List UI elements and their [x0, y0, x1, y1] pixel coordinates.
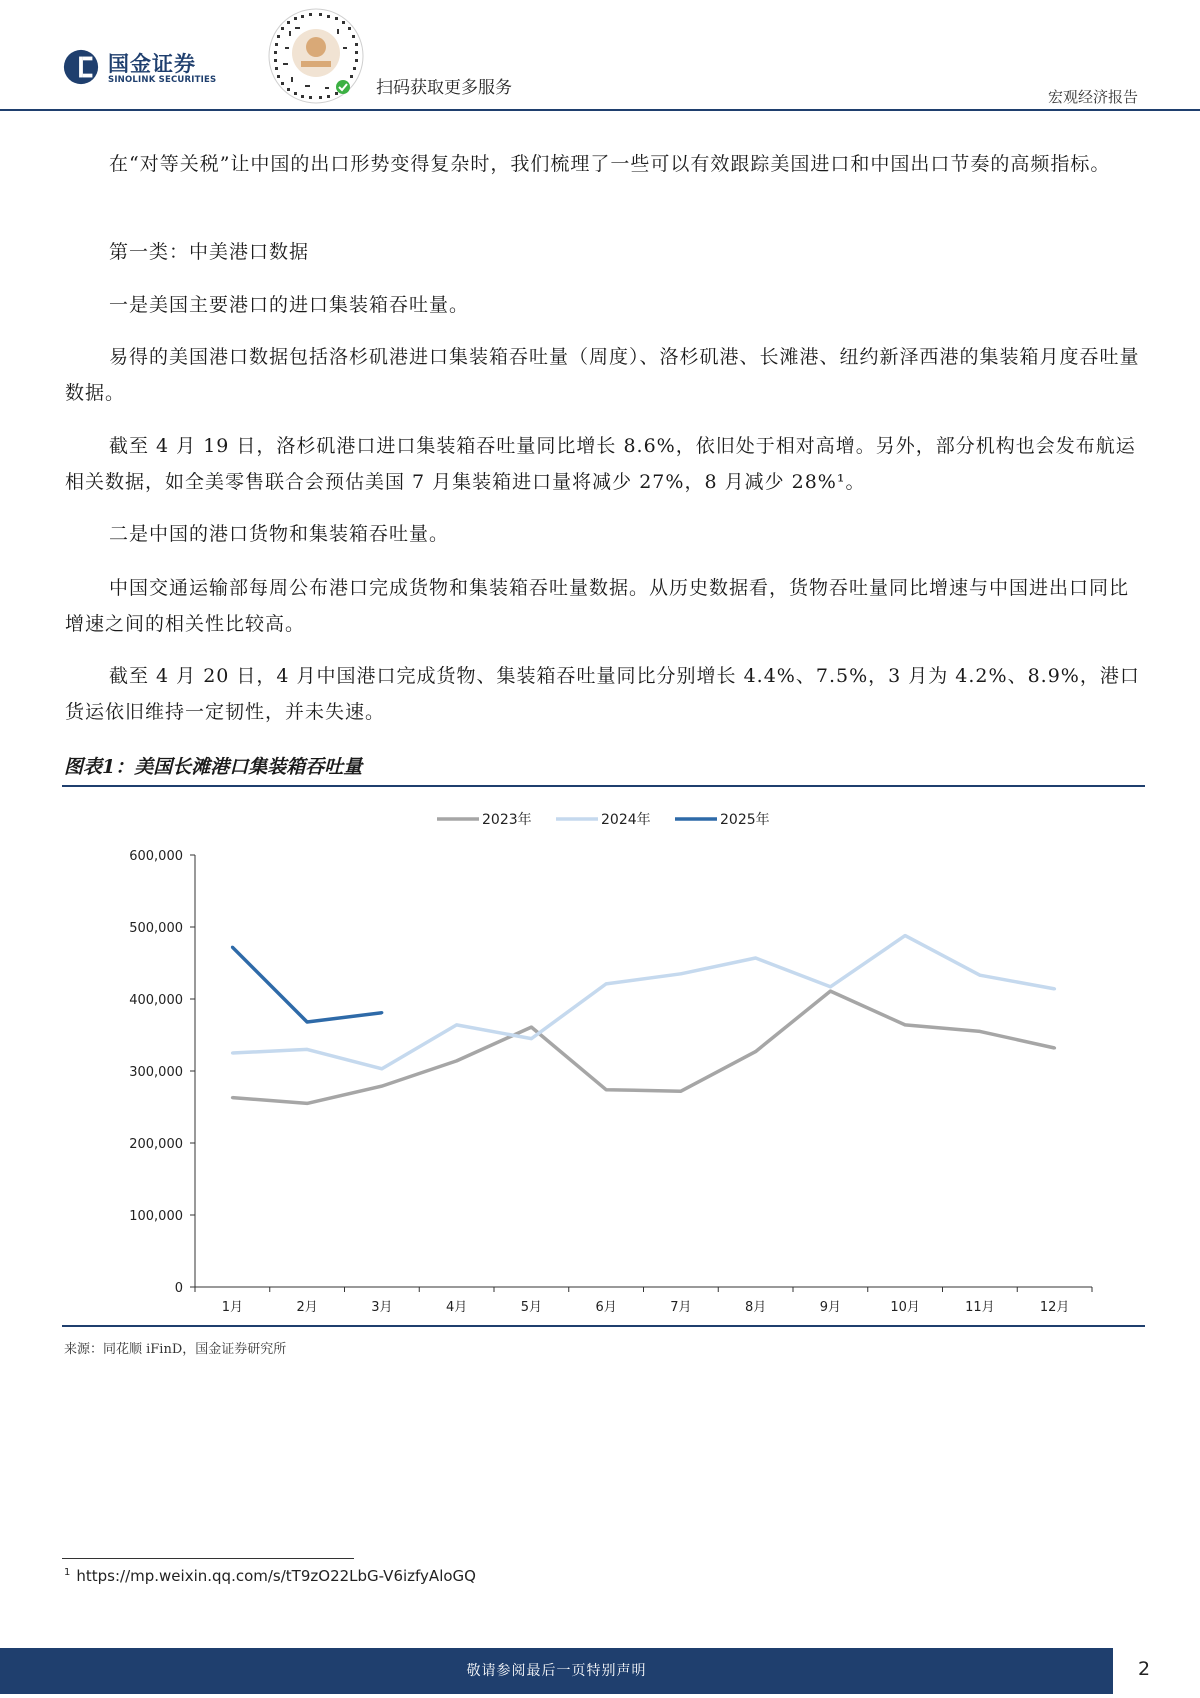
subsection-heading: 二是中国的港口货物和集装箱吞吐量。	[109, 523, 450, 545]
header-divider	[0, 109, 1200, 111]
data-point	[231, 946, 234, 949]
figure-title: 图表1：美国长滩港口集装箱吞吐量	[64, 756, 363, 778]
data-point	[530, 1037, 533, 1040]
page-number: 2	[1138, 1658, 1151, 1680]
company-logo	[62, 46, 252, 90]
body-paragraph: 易得的美国港口数据包括洛杉矶港进口集装箱吞吐量（周度）、洛杉矶港、长滩港、纽约新泽西港的集装箱月度吞吐量数据。	[65, 346, 1140, 404]
data-point	[978, 974, 981, 977]
y-tick-label: 200,000	[129, 1137, 183, 1152]
data-point	[380, 1085, 383, 1088]
y-tick-label: 600,000	[129, 849, 183, 864]
x-tick-label: 10月	[890, 1300, 920, 1315]
series-line-2025年	[232, 947, 382, 1022]
throughput-line-chart	[62, 790, 1145, 1320]
scan-for-services-text: 扫码获取更多服务	[376, 78, 512, 98]
body-paragraph: 在“对等关税”让中国的出口形势变得复杂时，我们梳理了一些可以有效跟踪美国进口和中国出口节奏的高频指标。	[109, 153, 1111, 175]
data-point	[530, 1026, 533, 1029]
section-heading: 第一类：中美港口数据	[109, 241, 310, 263]
data-point	[978, 1030, 981, 1033]
data-point	[605, 1088, 608, 1091]
subsection-heading: 一是美国主要港口的进口集装箱吞吐量。	[109, 294, 470, 316]
series-line-2023年	[232, 991, 1054, 1103]
x-tick-label: 11月	[965, 1300, 995, 1315]
data-point	[829, 990, 832, 993]
data-point	[605, 982, 608, 985]
data-point	[754, 1050, 757, 1053]
footer-disclaimer: 敬请参阅最后一页特别声明	[466, 1663, 647, 1679]
body-paragraph: 中国交通运输部每周公布港口完成货物和集装箱吞吐量数据。从历史数据看，货物吞吐量同比增速与中国进出口同比增速之间的相关性比较高。	[65, 577, 1130, 635]
data-point	[306, 1048, 309, 1051]
data-point	[455, 1059, 458, 1062]
y-tick-label: 400,000	[129, 993, 183, 1008]
y-tick-label: 0	[174, 1281, 183, 1296]
sinolink-logo-icon	[62, 48, 100, 86]
data-point	[679, 1090, 682, 1093]
x-tick-label: 12月	[1039, 1300, 1070, 1315]
qr-code-icon[interactable]	[267, 7, 365, 105]
y-tick-label: 300,000	[129, 1065, 183, 1080]
data-point	[1053, 1046, 1056, 1049]
data-point	[306, 1102, 309, 1105]
data-point	[754, 956, 757, 959]
series-line-2024年	[232, 936, 1054, 1069]
x-tick-label: 8月	[744, 1300, 767, 1315]
data-point	[1053, 987, 1056, 990]
body-paragraph: 截至 4 月 20 日，4 月中国港口完成货物、集装箱吞吐量同比分别增长 4.4%、7.5%，3 月为 4.2%、8.9%，港口货运依旧维持一定韧性，并未失速。	[65, 665, 1140, 723]
data-point	[231, 1096, 234, 1099]
x-tick-label: 6月	[595, 1300, 617, 1315]
data-point	[380, 1011, 383, 1014]
figure-bottom-rule	[62, 1325, 1145, 1327]
data-point	[679, 972, 682, 975]
logo-english-name: SINOLINK SECURITIES	[108, 75, 217, 85]
x-tick-label: 2月	[296, 1300, 318, 1315]
page-header	[0, 0, 1200, 112]
data-point	[306, 1021, 309, 1024]
footnote-divider	[62, 1558, 354, 1559]
legend-label: 2025年	[720, 812, 770, 828]
x-tick-label: 1月	[221, 1300, 244, 1315]
figure-source: 来源：同花顺 iFinD，国金证券研究所	[64, 1342, 287, 1357]
x-tick-label: 9月	[819, 1300, 842, 1315]
x-tick-label: 5月	[520, 1300, 543, 1315]
data-point	[380, 1067, 383, 1070]
x-tick-label: 3月	[371, 1300, 393, 1315]
data-point	[904, 1023, 907, 1026]
body-paragraph: 截至 4 月 19 日，洛杉矶港口进口集装箱吞吐量同比增长 8.6%，依旧处于相对高增。另外，部分机构也会发布航运相关数据，如全美零售联合会预估美国 7 月集装箱进口量将减少 27%，8 月减少 28%¹。	[65, 435, 1136, 493]
y-tick-label: 500,000	[129, 921, 183, 936]
footnote	[64, 1567, 476, 1585]
data-point	[455, 1023, 458, 1026]
logo-chinese-name: 国金证券	[108, 52, 196, 76]
footnote-marker: 1	[64, 1567, 71, 1578]
legend-label: 2023年	[482, 812, 532, 828]
x-tick-label: 4月	[445, 1300, 468, 1315]
x-tick-label: 7月	[670, 1300, 692, 1315]
data-point	[231, 1052, 234, 1055]
data-point	[829, 985, 832, 988]
footnote-link[interactable]: https://mp.weixin.qq.com/s/tT9zO22LbG-V6izfyAloGQ	[76, 1567, 476, 1585]
y-tick-label: 100,000	[129, 1209, 183, 1224]
report-type-label: 宏观经济报告	[1047, 88, 1138, 106]
figure-top-rule	[62, 785, 1145, 787]
data-point	[904, 934, 907, 937]
legend-label: 2024年	[601, 812, 651, 828]
